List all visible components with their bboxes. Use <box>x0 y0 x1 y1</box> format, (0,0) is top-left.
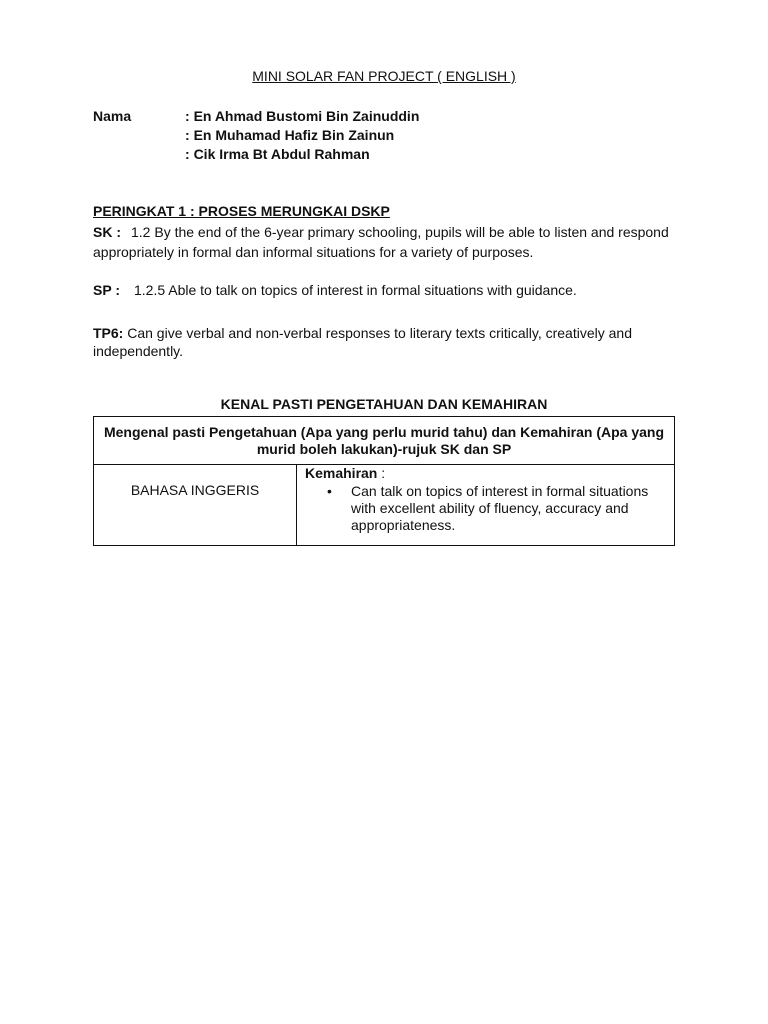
skill-item-text: Can talk on topics of interest in formal situations with excellent ability of fluency, accuracy and appropriateness. <box>351 483 649 533</box>
nama-label-spacer <box>93 126 185 145</box>
tp6-label: TP6: <box>93 325 124 341</box>
nama-label: Nama <box>93 108 132 124</box>
name-row <box>93 107 419 126</box>
skill-label-text: Kemahiran <box>305 465 378 481</box>
nama-label-spacer <box>93 145 185 164</box>
name-value: : Cik Irma Bt Abdul Rahman <box>185 145 370 164</box>
table-row <box>94 465 675 546</box>
sk-paragraph <box>93 222 683 262</box>
tp6-text: Can give verbal and non-verbal responses to literary texts critically, creatively and independently. <box>93 325 632 359</box>
subject-text: BAHASA INGGERIS <box>130 482 260 498</box>
peringkat-heading: PERINGKAT 1 : PROSES MERUNGKAI DSKP <box>93 203 390 219</box>
name-value: : En Ahmad Bustomi Bin Zainuddin <box>185 107 419 126</box>
kenal-pasti-heading: KENAL PASTI PENGETAHUAN DAN KEMAHIRAN <box>220 396 548 412</box>
skill-label <box>297 465 674 482</box>
sk-text: 1.2 By the end of the 6-year primary schooling, pupils will be able to listen and respond appropriately in formal dan informal situations for a variety of purposes. <box>93 224 669 260</box>
table-header-row <box>94 417 675 465</box>
sk-label: SK : <box>93 224 121 240</box>
bullet-icon: • <box>327 483 332 499</box>
name-row <box>93 126 419 145</box>
sp-label: SP : <box>93 282 120 298</box>
names-block <box>93 107 419 164</box>
name-value: : En Muhamad Hafiz Bin Zainun <box>185 126 394 145</box>
tp6-paragraph <box>93 324 683 360</box>
table-header-cell <box>94 417 675 465</box>
table-header-text: Mengenal pasti Pengetahuan (Apa yang perlu murid tahu) dan Kemahiran (Apa yang murid boleh lakukan)-rujuk SK dan SP <box>103 424 665 457</box>
knowledge-skills-table <box>93 416 675 546</box>
document-title: MINI SOLAR FAN PROJECT ( ENGLISH ) <box>252 68 516 84</box>
name-row <box>93 145 419 164</box>
list-item <box>297 482 674 534</box>
subject-cell <box>94 465 297 546</box>
sp-paragraph <box>93 280 683 300</box>
skill-cell <box>297 465 675 546</box>
sp-text: 1.2.5 Able to talk on topics of interest in formal situations with guidance. <box>133 282 577 298</box>
skill-label-colon: : <box>381 465 386 481</box>
